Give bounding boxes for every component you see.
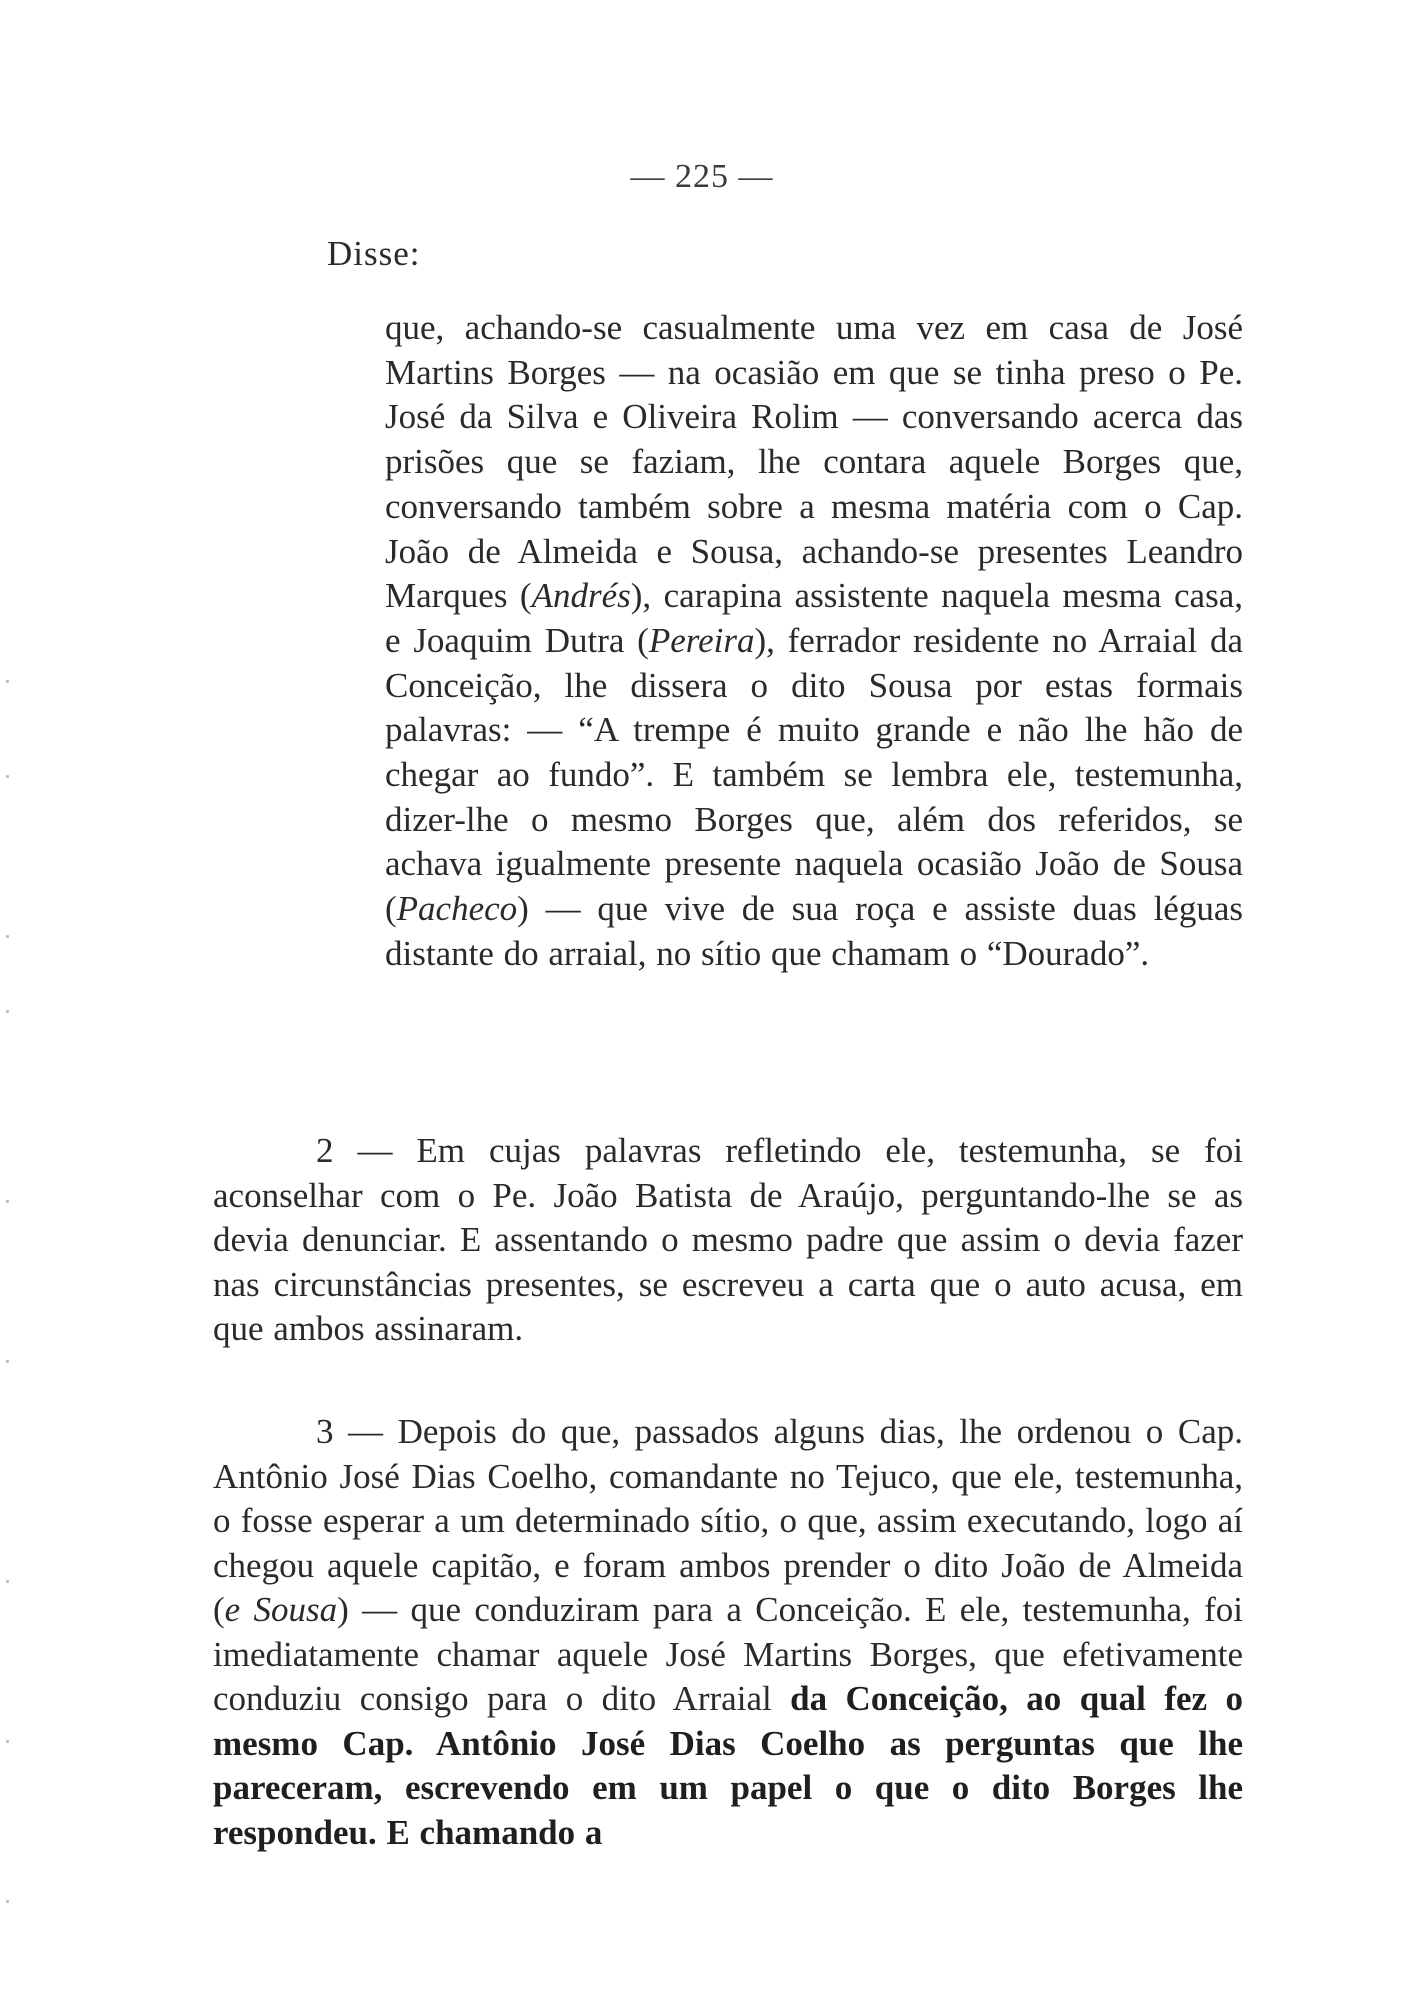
quote-text-2: , carapina assistente naquela mesma casa, e Joaquim Dutra — [385, 576, 1243, 660]
paragraph-3: 3 — Depois do que, passados alguns dias, lhe ordenou o Cap. Antônio José Dias Coelho, comandante no Tejuco, que ele, testemunha, o fosse esperar a um determinado sítio, o que, assim executando, logo aí chegou aquele capitão, e foram ambos prender o dito João de Almeida (e Sousa) — que conduziram para a Conceição. E ele, testemunha, foi imediatamente chamar aquele José Martins Borges, que efetivamente conduziu consigo para o dito Arraial da Conceição, ao qual fez o mesmo Cap. Antônio José Dias Coelho as perguntas que lhe pareceram, escrevendo em um papel o que o dito Borges lhe respondeu. E chamando a — [213, 1412, 1243, 1852]
paragraph-2-text: 2 — Em cujas palavras refletindo ele, testemunha, se foi aconselhar com o Pe. João Batista de Araújo, perguntando-lhe se as devia denunciar. E assentando o mesmo padre que assim o devia fazer nas circunstâncias presentes, se escreveu a carta que o auto acusa, em que ambos assinaram. — [213, 1131, 1243, 1348]
quote-italic-1: Andrés — [531, 576, 631, 616]
quote-italic-3: Pacheco — [396, 889, 518, 929]
speaker-label: Disse: — [327, 234, 421, 273]
scan-margin-marks — [6, 680, 10, 1920]
testimony-quote: que, achando-se casualmente uma vez em casa de José Martins Borges — na ocasião em que se tinha preso o Pe. José da Silva e Oliveira Rolim — conversando acerca das prisões que se faziam, lhe contara aquele Borges que, conversando também sobre a mesma matéria com o Cap. João de Almeida e Sousa, achando-se presentes Leandro Marques (Andrés), carapina assistente naquela mesma casa, e Joaquim Dutra (Pereira), ferrador residente no Arraial da Conceição, lhe dissera o dito Sousa por estas formais palavras: — “A trempe é muito grande e não lhe hão de chegar ao fundo”. E também se lembra ele, testemunha, dizer-lhe o mesmo Borges que, além dos referidos, se achava igualmente presente naquela ocasião João de Sousa (Pacheco) — que vive de sua roça e assiste duas léguas distante do arraial, no sítio que chamam o “Dourado”. — [385, 308, 1243, 973]
quote-text-3: , ferrador residente no Arraial da Conceição, lhe dissera o dito Sousa por estas formais palavras: — “A trempe é muito grande e não lhe hão de chegar ao fundo”. E também se lembra ele, testemunha, dizer-lhe o mesmo Borges que, além dos referidos, se achava igualmente presente naquela ocasião João de Sousa — [385, 620, 1243, 884]
paragraph-2 — [213, 1129, 1243, 1352]
quote-italic-2: Pereira — [648, 620, 755, 660]
paragraph-3-italic-1: e Sousa — [224, 1590, 338, 1629]
page-number: — 225 — — [630, 158, 774, 195]
paragraph-3-text-2: — que conduziram para a Conceição. E ele, testemunha, foi imediatamente chamar aquele José Martins Borges, que efetivamente conduziu consigo para o dito Arraial — [213, 1590, 1243, 1718]
paragraph-3-text-1: 3 — Depois do que, passados alguns dias, lhe ordenou o Cap. Antônio José Dias Coelho, comandante no Tejuco, que ele, testemunha, o fosse esperar a um determinado sítio, o que, assim executando, logo aí chegou aquele capitão, e foram ambos prender o dito João de Almeida — [213, 1412, 1243, 1585]
quote-text-1: que, achando-se casualmente uma vez em casa de José Martins Borges — na ocasião em que se tinha preso o Pe. José da Silva e Oliveira Rolim — conversando acerca das prisões que se faziam, lhe contara aquele Borges que, conversando também sobre a mesma matéria com o Cap. João de Almeida e Sousa, achando-se presentes Leandro Marques — [385, 308, 1243, 616]
paragraph-3-bold-text: da Conceição, ao qual fez o mesmo Cap. Antônio José Dias Coelho as perguntas que lhe pareceram, escrevendo em um papel o que o dito Borges lhe respondeu. E chamando a — [213, 1679, 1243, 1852]
quote-text-4: — que vive de sua roça e assiste duas léguas distante do arraial, no sítio que chamam o “Dourado”. — [385, 889, 1243, 973]
